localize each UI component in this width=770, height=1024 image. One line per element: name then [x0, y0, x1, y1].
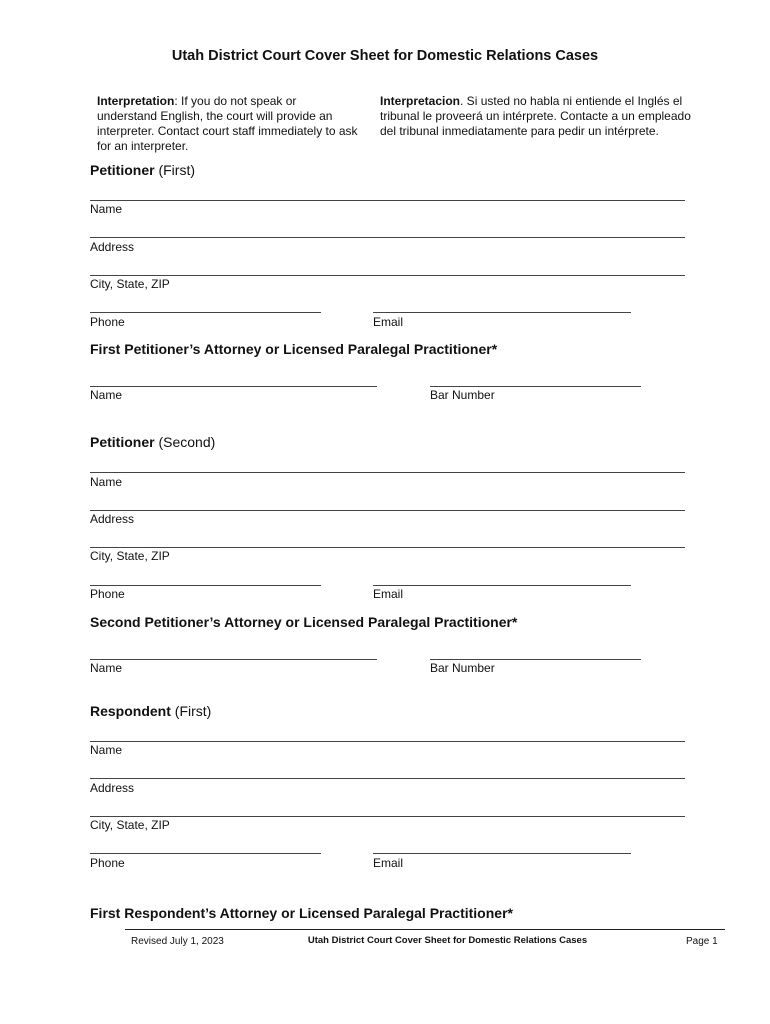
attorney-first-bar-line[interactable]	[430, 386, 641, 387]
respondent-first-email-label: Email	[373, 856, 404, 870]
petitioner-first-city-line[interactable]	[90, 275, 685, 276]
footer-revised-date: Revised July 1, 2023	[131, 936, 224, 947]
footer-divider	[125, 929, 725, 930]
petitioner-second-city-label: City, State, ZIP	[90, 549, 170, 563]
petitioner-first-name-label: Name	[90, 202, 123, 216]
attorney-first-bar-label: Bar Number	[430, 388, 495, 402]
petitioner-first-email-line[interactable]	[373, 312, 631, 313]
attorney-second-bar-line[interactable]	[430, 659, 641, 660]
petitioner-second-heading	[90, 434, 215, 450]
petitioner-first-qualifier: (First)	[154, 162, 196, 178]
petitioner-second-email-label: Email	[373, 587, 404, 601]
interpretation-notice-english	[97, 94, 359, 154]
respondent-first-name-line[interactable]	[90, 741, 685, 742]
attorney-first-name-line[interactable]	[90, 386, 377, 387]
petitioner-first-address-label: Address	[90, 240, 135, 254]
attorney-second-name-line[interactable]	[90, 659, 377, 660]
petitioner-second-phone-line[interactable]	[90, 585, 321, 586]
respondent-first-qualifier: (First)	[170, 703, 212, 719]
interpretation-label-en: Interpretation	[97, 94, 175, 108]
petitioner-second-phone-label: Phone	[90, 587, 125, 601]
interpretation-text-es: . Si usted no habla ni entiende el Inglés el tribunal le proveerá un intérprete. Contacte a un empleado del tribunal inmediatamente para pedir un intérprete.	[380, 94, 691, 138]
respondent-first-email-line[interactable]	[373, 853, 631, 854]
respondent-first-name-label: Name	[90, 743, 123, 757]
petitioner-second-qualifier: (Second)	[154, 434, 216, 450]
interpretation-notice-spanish	[380, 94, 692, 139]
petitioner-first-address-line[interactable]	[90, 237, 685, 238]
petitioner-first-city-label: City, State, ZIP	[90, 277, 170, 291]
petitioner-second-city-line[interactable]	[90, 547, 685, 548]
petitioner-first-phone-label: Phone	[90, 315, 125, 329]
petitioner-second-name-line[interactable]	[90, 472, 685, 473]
attorney-second-name-label: Name	[90, 661, 123, 675]
respondent-first-address-line[interactable]	[90, 778, 685, 779]
interpretation-text-en: : If you do not speak or understand English, the court will provide an interpreter. Contact court staff immediately to ask for an interpreter.	[97, 94, 358, 153]
petitioner-first-heading	[90, 162, 195, 178]
attorney-first-name-label: Name	[90, 388, 123, 402]
interpretation-label-es: Interpretacion	[380, 94, 461, 108]
respondent-first-address-label: Address	[90, 781, 135, 795]
respondent-first-phone-line[interactable]	[90, 853, 321, 854]
respondent-first-city-line[interactable]	[90, 816, 685, 817]
page-title: Utah District Court Cover Sheet for Domestic Relations Cases	[171, 48, 599, 64]
petitioner-first-phone-line[interactable]	[90, 312, 321, 313]
respondent-first-heading	[90, 703, 211, 719]
petitioner-second-title: Petitioner	[90, 434, 155, 450]
petitioner-first-email-label: Email	[373, 315, 404, 329]
petitioner-first-name-line[interactable]	[90, 200, 685, 201]
petitioner-first-title: Petitioner	[90, 162, 155, 178]
attorney-second-bar-label: Bar Number	[430, 661, 495, 675]
petitioner-second-address-line[interactable]	[90, 510, 685, 511]
petitioner-second-name-label: Name	[90, 475, 123, 489]
petitioner-second-address-label: Address	[90, 512, 135, 526]
respondent-first-city-label: City, State, ZIP	[90, 818, 170, 832]
footer-page-number: Page 1	[686, 936, 718, 947]
attorney-first-heading: First Petitioner’s Attorney or Licensed Paralegal Practitioner*	[90, 341, 498, 357]
footer-form-title: Utah District Court Cover Sheet for Domestic Relations Cases	[307, 935, 588, 946]
respondent-attorney-heading: First Respondent’s Attorney or Licensed Paralegal Practitioner*	[90, 905, 513, 921]
respondent-first-phone-label: Phone	[90, 856, 125, 870]
attorney-second-heading: Second Petitioner’s Attorney or Licensed Paralegal Practitioner*	[90, 614, 518, 630]
petitioner-second-email-line[interactable]	[373, 585, 631, 586]
respondent-first-title: Respondent	[90, 703, 171, 719]
